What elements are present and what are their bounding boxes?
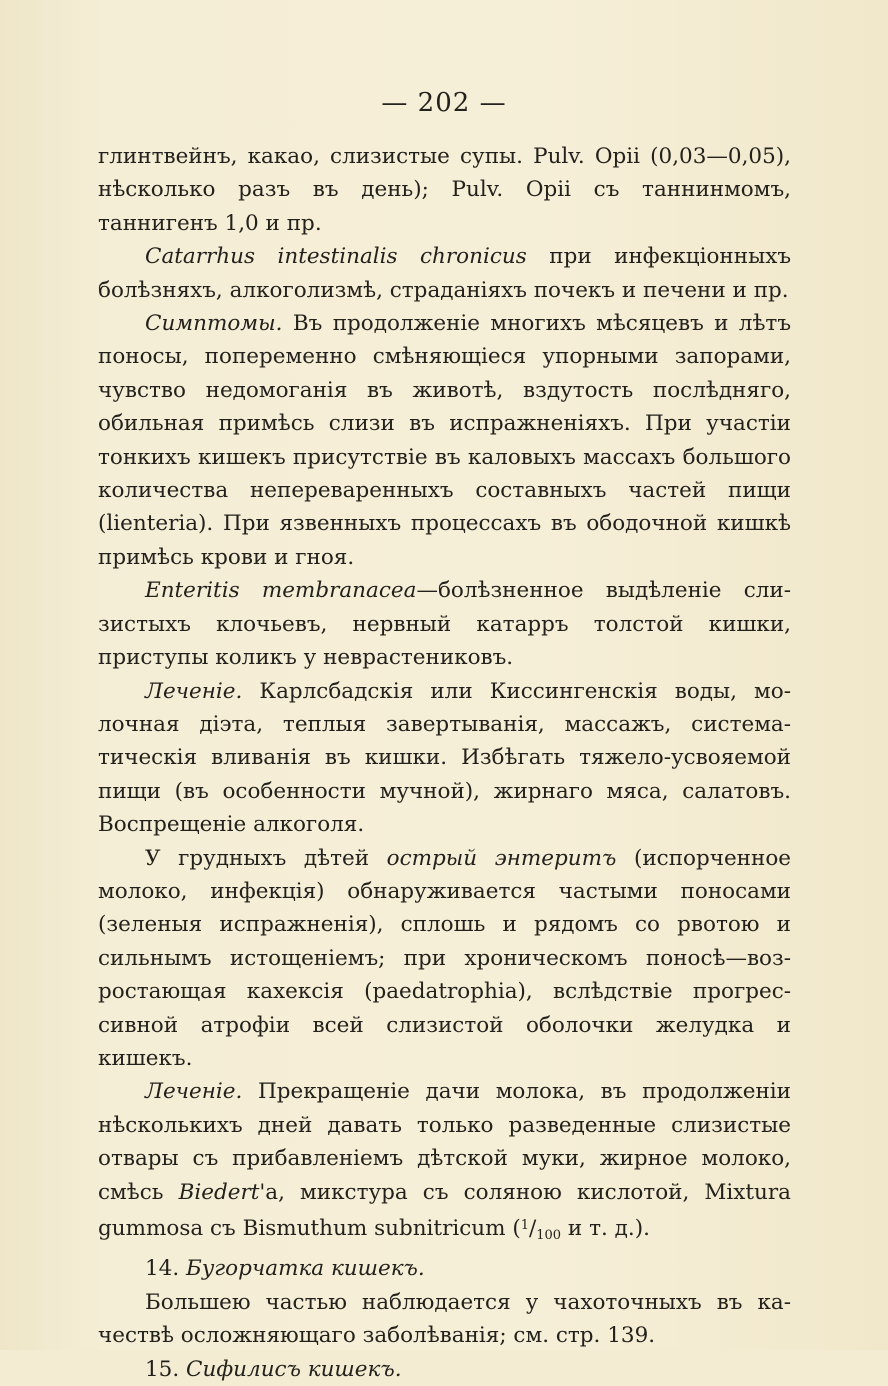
paragraph-text: 'а, микстура съ соляною кислотой, Mixtura gummosa съ Bismuthum subnitricum ( [98, 1179, 792, 1241]
latin-term: Enteritis membranacea [145, 578, 417, 604]
section-title-text: Сифилисъ кишекъ. [186, 1356, 402, 1382]
latin-term: Catarrhus intestinalis chronicus [145, 244, 527, 270]
section-heading: Леченіе. [145, 678, 243, 704]
paragraph-text: Въ продолженіе многихъ мѣсяцевъ и лѣтъ поносы, попеременно смѣняющіеся упорными запорами, чувство недомоганія въ животѣ, вздутость послѣдняго, обильная примѣсь слизи въ испражненіяхъ. При участіи тонкихъ кишекъ присутствіе въ каловыхъ массахъ большого количества непереваренныхъ составныхъ частей пищи (lienteria). При язвенныхъ процессахъ въ ободочной кишкѣ примѣсь крови и гноя. [98, 311, 791, 570]
paragraph-text: Карлсбадскія или Киссингенскія воды, молочная діэта, теплыя завертыванія, массажъ, систематическія вливанія въ кишки. Избѣгать тяжело-усвояемой пищи (въ особенности мучной), жирнаго мяса, салатовъ. Воспрещеніе алкоголя. [98, 678, 791, 838]
section-title-text: Бугорчатка кишекъ. [186, 1256, 425, 1282]
section-number: 14. [145, 1256, 187, 1282]
paragraph-text: Прекращеніе дачи молока, въ продолженіи нѣсколькихъ дней давать только разведенные слизистые отвары съ прибавленіемъ дѣтской муки, жирное молоко, смѣсь [98, 1079, 791, 1205]
section-title [98, 1353, 791, 1386]
person-name: Biedert [178, 1179, 260, 1205]
fraction-slash: / [529, 1216, 537, 1241]
section-heading: Леченіе. [145, 1079, 243, 1105]
section-number: 15. [145, 1356, 187, 1382]
term: острый энтеритъ [386, 845, 617, 871]
fraction-denominator: 100 [536, 1228, 562, 1243]
paragraph: глинтвейнъ, какао, слизистые супы. Pulv. Opii (0,03—0,05), нѣсколько разъ въ день); Pulv. Opii съ таннинмомъ, таннигенъ 1,0 и пр. [98, 144, 791, 236]
paragraph-text: при инфекціонныхъ болѣзняхъ, алкоголизмѣ, страданіяхъ почекъ и печени и пр. [98, 244, 791, 303]
paragraph-text: У грудныхъ дѣтей [145, 845, 387, 871]
paragraph [98, 675, 791, 842]
paragraph [98, 842, 791, 1076]
fraction-numerator: 1 [520, 1218, 530, 1233]
paragraph-text: и т. д.). [561, 1216, 650, 1241]
page-number: — 202 — [381, 88, 507, 118]
paragraph-text: —болѣзненное выдѣленіе слизистыхъ клочьевъ, нервный катарръ толстой кишки, приступы коликъ у неврастениковъ. [98, 578, 791, 671]
section-title [98, 1252, 791, 1285]
paragraph [98, 574, 791, 674]
section-heading: Симптомы. [145, 311, 283, 337]
body-text [98, 140, 791, 1386]
paragraph [98, 307, 791, 574]
paragraph-text: (испорченное молоко, инфекція) обнаруживается частыми поносами (зеленыя испражненія), сплошь и рядомъ со рвотою и сильнымъ истощеніемъ; при хроническомъ поносѣ—возростающая кахексія (paedatrophia), вслѣдствіе прогрессивной атрофіи всей слизистой оболочки желудка и кишекъ. [98, 845, 792, 1071]
paragraph: Большею частью наблюдается у чахоточныхъ въ качествѣ осложняющаго заболѣванія; см. стр. 139. [98, 1289, 791, 1349]
paragraph [98, 1075, 791, 1252]
paragraph [98, 240, 791, 307]
